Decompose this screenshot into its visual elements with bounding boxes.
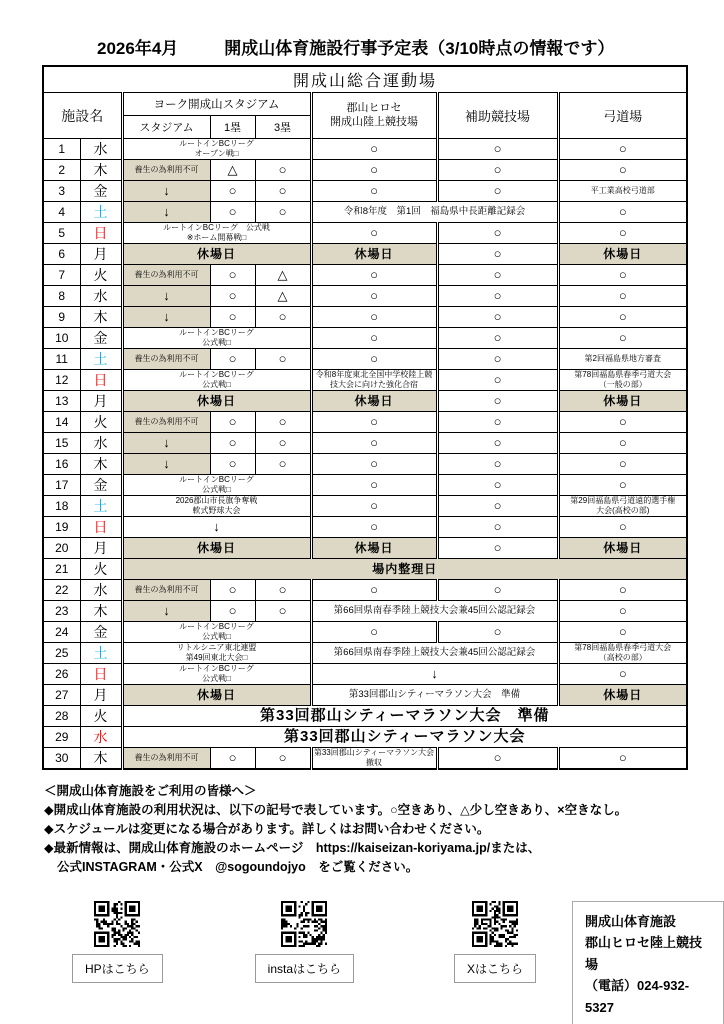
schedule-cell: ↓ (311, 664, 558, 685)
table-row (43, 748, 687, 770)
schedule-cell: ○ (255, 412, 311, 433)
day-of-week: 水 (80, 433, 122, 454)
schedule-cell: 第66回県南春季陸上競技大会兼45回公認記録会 (311, 643, 558, 664)
schedule-cell: ○ (437, 454, 558, 475)
schedule-cell: ○ (437, 244, 558, 265)
schedule-cell: ○ (558, 664, 687, 685)
day-number: 9 (43, 307, 80, 328)
schedule-cell: 第33回郡山シティーマラソン大会 準備 (311, 685, 558, 706)
schedule-cell: ○ (255, 181, 311, 202)
day-of-week: 木 (80, 454, 122, 475)
schedule-cell: 第66回県南春季陸上競技大会兼45回公認記録会 (311, 601, 558, 622)
day-number: 19 (43, 517, 80, 538)
day-number: 5 (43, 223, 80, 244)
day-of-week: 木 (80, 748, 122, 770)
schedule-cell: ルートインBCリーグ 公式戦 ※ホーム開幕戦□ (122, 223, 311, 244)
table-row (43, 685, 687, 706)
schedule-cell: ○ (210, 181, 255, 202)
schedule-cell: ○ (437, 160, 558, 181)
title-month: 2026年4月 (97, 39, 179, 58)
schedule-cell: ○ (210, 454, 255, 475)
table-row (43, 580, 687, 601)
kyudo-hall-header: 弓道場 (558, 93, 687, 139)
schedule-cell: ○ (255, 202, 311, 223)
table-row (43, 538, 687, 559)
schedule-cell: 休場日 (122, 685, 311, 706)
table-row (43, 328, 687, 349)
venue-header: 開成山総合運動場 (43, 66, 687, 93)
day-of-week: 土 (80, 643, 122, 664)
schedule-cell: ○ (255, 580, 311, 601)
x-qr-label: Xはこちら (454, 954, 536, 983)
day-number: 20 (43, 538, 80, 559)
hp-qr-icon (94, 901, 140, 947)
schedule-cell: ○ (311, 412, 437, 433)
day-number: 30 (43, 748, 80, 770)
track-header-line2: 開成山陸上競技場 (330, 115, 418, 128)
schedule-cell: △ (255, 265, 311, 286)
stadium-main-subheader: スタジアム (122, 116, 210, 139)
track-field-header (311, 93, 437, 139)
schedule-cell: ○ (311, 580, 437, 601)
schedule-cell: ↓ (122, 601, 210, 622)
table-row (43, 727, 687, 748)
day-of-week: 水 (80, 139, 122, 160)
schedule-cell: ○ (437, 622, 558, 643)
schedule-cell: ↓ (122, 307, 210, 328)
schedule-cell: ○ (437, 517, 558, 538)
schedule-cell: 休場日 (122, 391, 311, 412)
schedule-cell: ○ (558, 433, 687, 454)
footer-links (42, 901, 724, 1024)
schedule-cell: ↓ (122, 517, 311, 538)
contact-box (572, 901, 724, 1024)
schedule-cell: ○ (558, 139, 687, 160)
first-base-subheader: 1塁 (210, 116, 255, 139)
day-number: 28 (43, 706, 80, 727)
insta-qr-block (255, 901, 354, 983)
schedule-cell: ○ (255, 307, 311, 328)
table-row (43, 202, 687, 223)
note-line: ◆最新情報は、開成山体育施設のホームページ https://kaiseizan-koriyama.jp/または、 (44, 841, 541, 855)
schedule-cell: ○ (558, 601, 687, 622)
day-number: 26 (43, 664, 80, 685)
schedule-cell: ○ (437, 412, 558, 433)
schedule-cell: ○ (210, 580, 255, 601)
third-base-subheader: 3塁 (255, 116, 311, 139)
schedule-cell: 休場日 (558, 244, 687, 265)
day-number: 21 (43, 559, 80, 580)
schedule-cell: 第78回福島県春季弓道大会 （高校の部） (558, 643, 687, 664)
day-number: 23 (43, 601, 80, 622)
schedule-cell: ○ (210, 748, 255, 770)
insta-qr-label: instaはこちら (255, 954, 354, 983)
contact-phone: （電話）024-932-5327 (585, 978, 690, 1015)
schedule-cell: ルートインBCリーグ 公式戦□ (122, 664, 311, 685)
schedule-cell: ↓ (122, 181, 210, 202)
schedule-cell: 2026郡山市長旗争奪戦 軟式野球大会 (122, 496, 311, 517)
schedule-cell: ○ (437, 328, 558, 349)
schedule-cell: ○ (437, 748, 558, 770)
schedule-cell: ○ (311, 496, 437, 517)
schedule-cell: ○ (437, 286, 558, 307)
day-of-week: 木 (80, 160, 122, 181)
schedule-cell: ○ (311, 517, 437, 538)
schedule-cell: ○ (210, 601, 255, 622)
note-line: ＜開成山体育施設をご利用の皆様へ＞ (44, 784, 257, 798)
table-row (43, 412, 687, 433)
schedule-cell: ○ (255, 601, 311, 622)
day-number: 16 (43, 454, 80, 475)
schedule-cell: 養生の為利用不可 (122, 160, 210, 181)
schedule-cell: ○ (437, 580, 558, 601)
schedule-cell: リトルシニア東北連盟 第49回東北大会□ (122, 643, 311, 664)
schedule-cell: ○ (558, 328, 687, 349)
schedule-cell: ○ (210, 349, 255, 370)
schedule-cell: ○ (311, 328, 437, 349)
day-number: 18 (43, 496, 80, 517)
table-row (43, 643, 687, 664)
day-of-week: 日 (80, 517, 122, 538)
note-line: 公式INSTAGRAM・公式X @sogoundojyo をご覧ください。 (57, 860, 419, 874)
day-number: 12 (43, 370, 80, 391)
day-of-week: 金 (80, 328, 122, 349)
schedule-cell: 場内整理日 (122, 559, 687, 580)
schedule-cell: 第78回福島県春季弓道大会 （一般の部） (558, 370, 687, 391)
schedule-cell: ○ (210, 433, 255, 454)
day-number: 15 (43, 433, 80, 454)
schedule-cell: 養生の為利用不可 (122, 412, 210, 433)
schedule-cell: ○ (437, 391, 558, 412)
table-row (43, 706, 687, 727)
schedule-cell: 第29回福島県弓道遠的選手権 大会(高校の部) (558, 496, 687, 517)
table-row (43, 517, 687, 538)
schedule-cell: ○ (558, 622, 687, 643)
day-of-week: 火 (80, 559, 122, 580)
day-number: 8 (43, 286, 80, 307)
day-number: 13 (43, 391, 80, 412)
day-number: 22 (43, 580, 80, 601)
table-row (43, 181, 687, 202)
schedule-cell: ○ (558, 748, 687, 770)
table-row (43, 139, 687, 160)
schedule-cell: △ (210, 160, 255, 181)
day-number: 24 (43, 622, 80, 643)
table-row (43, 244, 687, 265)
schedule-cell: ルートインBCリーグ 公式戦□ (122, 370, 311, 391)
schedule-cell: ○ (437, 433, 558, 454)
schedule-cell: 休場日 (311, 538, 437, 559)
table-row (43, 160, 687, 181)
day-of-week: 金 (80, 181, 122, 202)
day-of-week: 月 (80, 538, 122, 559)
day-number: 4 (43, 202, 80, 223)
schedule-cell: ○ (311, 181, 437, 202)
day-number: 27 (43, 685, 80, 706)
day-of-week: 土 (80, 202, 122, 223)
day-of-week: 火 (80, 706, 122, 727)
schedule-cell: ○ (311, 139, 437, 160)
schedule-cell: ○ (311, 160, 437, 181)
schedule-cell: ○ (437, 349, 558, 370)
schedule-cell: ↓ (122, 202, 210, 223)
schedule-cell: ○ (311, 265, 437, 286)
day-of-week: 日 (80, 664, 122, 685)
day-number: 2 (43, 160, 80, 181)
schedule-cell: 令和8年度東北全国中学校陸上競 技大会に向けた強化合宿 (311, 370, 437, 391)
schedule-cell: ○ (210, 202, 255, 223)
schedule-cell: 養生の為利用不可 (122, 580, 210, 601)
day-of-week: 日 (80, 223, 122, 244)
stadium-group-header: ヨーク開成山スタジアム (122, 93, 311, 116)
day-of-week: 日 (80, 370, 122, 391)
day-of-week: 月 (80, 244, 122, 265)
schedule-cell: 休場日 (311, 391, 437, 412)
schedule-cell: 休場日 (122, 538, 311, 559)
table-row (43, 307, 687, 328)
page-title (0, 0, 724, 65)
schedule-cell: ○ (558, 412, 687, 433)
schedule-cell: 第33回郡山シティーマラソン大会 (122, 727, 687, 748)
table-row (43, 286, 687, 307)
schedule-cell: 養生の為利用不可 (122, 349, 210, 370)
schedule-cell: ○ (255, 433, 311, 454)
day-number: 17 (43, 475, 80, 496)
day-of-week: 水 (80, 286, 122, 307)
schedule-cell: ○ (311, 223, 437, 244)
schedule-cell: ○ (558, 454, 687, 475)
note-line: ◆開成山体育施設の利用状況は、以下の記号で表しています。○空きあり、△少し空きあり、×空きなし。 (44, 803, 628, 817)
table-row (43, 391, 687, 412)
schedule-cell: 休場日 (311, 244, 437, 265)
day-of-week: 月 (80, 685, 122, 706)
day-of-week: 月 (80, 391, 122, 412)
day-of-week: 木 (80, 307, 122, 328)
day-number: 6 (43, 244, 80, 265)
title-main: 開成山体育施設行事予定表（3/10時点の情報です） (224, 39, 615, 58)
schedule-cell: ルートインBCリーグ 公式戦□ (122, 328, 311, 349)
day-of-week: 火 (80, 265, 122, 286)
schedule-cell: ○ (210, 265, 255, 286)
schedule-cell: ○ (558, 160, 687, 181)
schedule-cell: ○ (255, 454, 311, 475)
table-row (43, 370, 687, 391)
schedule-cell: ○ (311, 433, 437, 454)
note-line: ◆スケジュールは変更になる場合があります。詳しくはお問い合わせください。 (44, 822, 490, 836)
day-number: 1 (43, 139, 80, 160)
table-row (43, 223, 687, 244)
schedule-cell: ↓ (122, 454, 210, 475)
schedule-cell: ○ (558, 286, 687, 307)
day-number: 11 (43, 349, 80, 370)
schedule-cell: ルートインBCリーグ 公式戦□ (122, 475, 311, 496)
schedule-cell: ○ (437, 181, 558, 202)
table-row (43, 349, 687, 370)
table-row (43, 496, 687, 517)
schedule-cell: ○ (311, 307, 437, 328)
day-of-week: 水 (80, 727, 122, 748)
day-number: 10 (43, 328, 80, 349)
schedule-cell: ○ (558, 202, 687, 223)
x-qr-icon (472, 901, 518, 947)
schedule-cell: 休場日 (122, 244, 311, 265)
day-number: 29 (43, 727, 80, 748)
table-row (43, 433, 687, 454)
track-header-line1: 郡山ヒロセ (346, 101, 402, 114)
day-of-week: 火 (80, 412, 122, 433)
day-of-week: 土 (80, 349, 122, 370)
table-row (43, 265, 687, 286)
table-row (43, 622, 687, 643)
day-number: 7 (43, 265, 80, 286)
schedule-cell: ○ (558, 307, 687, 328)
day-number: 25 (43, 643, 80, 664)
schedule-cell: ルートインBCリーグ オープン戦□ (122, 139, 311, 160)
x-qr-block (454, 901, 536, 983)
schedule-cell: ○ (210, 412, 255, 433)
day-of-week: 金 (80, 622, 122, 643)
schedule-cell: ○ (311, 454, 437, 475)
hp-qr-block (72, 901, 163, 983)
schedule-cell: ○ (255, 160, 311, 181)
schedule-cell: ○ (311, 622, 437, 643)
schedule-cell: ルートインBCリーグ 公式戦□ (122, 622, 311, 643)
schedule-cell: ○ (437, 475, 558, 496)
schedule-cell: ○ (558, 580, 687, 601)
schedule-cell: ○ (311, 286, 437, 307)
contact-venue: 郡山ヒロセ陸上競技場 (585, 935, 703, 972)
auxiliary-field-header: 補助競技場 (437, 93, 558, 139)
table-row (43, 601, 687, 622)
schedule-cell: △ (255, 286, 311, 307)
schedule-body (43, 139, 687, 770)
insta-qr-icon (281, 901, 327, 947)
schedule-cell: ↓ (122, 286, 210, 307)
schedule-cell: ○ (255, 349, 311, 370)
schedule-cell: ○ (311, 475, 437, 496)
schedule-cell: ○ (437, 223, 558, 244)
day-of-week: 金 (80, 475, 122, 496)
schedule-cell: ○ (255, 748, 311, 770)
schedule-cell: 休場日 (558, 685, 687, 706)
schedule-cell: 第33回郡山シティーマラソン大会 準備 (122, 706, 687, 727)
contact-facility: 開成山体育施設 (585, 914, 677, 929)
schedule-cell: ○ (437, 139, 558, 160)
schedule-cell: ○ (311, 349, 437, 370)
schedule-cell: 養生の為利用不可 (122, 265, 210, 286)
schedule-cell: ○ (210, 286, 255, 307)
schedule-cell: ○ (210, 307, 255, 328)
schedule-cell: 第2回福島県地方審査 (558, 349, 687, 370)
schedule-table (42, 65, 688, 770)
usage-notes (44, 782, 724, 877)
facility-name-header: 施設名 (43, 93, 122, 139)
schedule-cell: ○ (437, 496, 558, 517)
schedule-cell: ○ (558, 475, 687, 496)
day-of-week: 水 (80, 580, 122, 601)
table-row (43, 664, 687, 685)
table-row (43, 559, 687, 580)
schedule-cell: ○ (437, 307, 558, 328)
schedule-cell: ↓ (122, 433, 210, 454)
schedule-cell: ○ (437, 538, 558, 559)
schedule-cell: 養生の為利用不可 (122, 748, 210, 770)
schedule-cell: 平工業高校弓道部 (558, 181, 687, 202)
schedule-cell: 休場日 (558, 538, 687, 559)
day-of-week: 土 (80, 496, 122, 517)
day-number: 14 (43, 412, 80, 433)
schedule-cell: 休場日 (558, 391, 687, 412)
schedule-cell: 令和8年度 第1回 福島県中長距離記録会 (311, 202, 558, 223)
schedule-cell: ○ (437, 370, 558, 391)
table-row (43, 454, 687, 475)
day-of-week: 木 (80, 601, 122, 622)
schedule-cell: ○ (558, 223, 687, 244)
table-row (43, 475, 687, 496)
schedule-cell: ○ (437, 265, 558, 286)
schedule-cell: 第33回郡山シティーマラソン大会 撤収 (311, 748, 437, 770)
hp-qr-label: HPはこちら (72, 954, 163, 983)
day-number: 3 (43, 181, 80, 202)
schedule-cell: ○ (558, 517, 687, 538)
schedule-cell: ○ (558, 265, 687, 286)
